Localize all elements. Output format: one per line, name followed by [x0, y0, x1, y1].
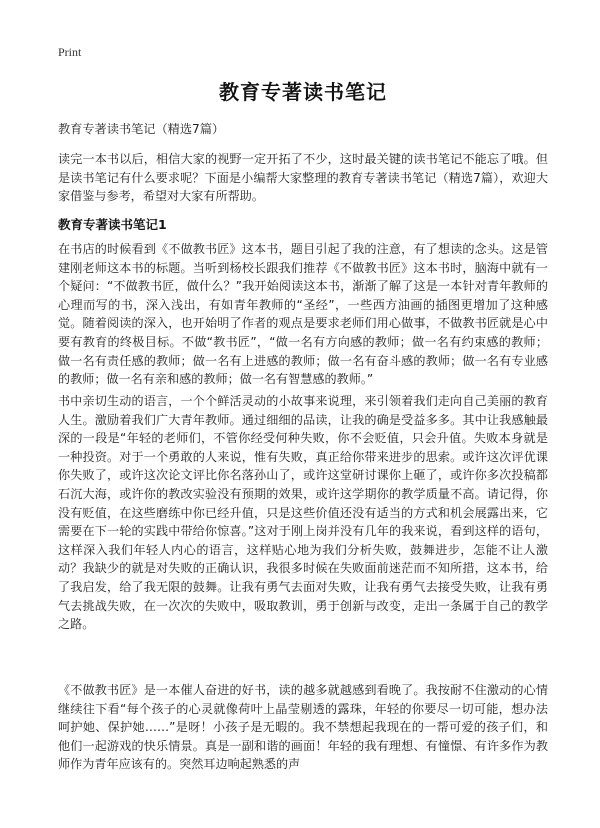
intro-paragraph: 读完一本书以后，相信大家的视野一定开拓了不少，这时最关键的读书笔记不能忘了哦。但是读书笔记有什么要求呢？下面是小编帮大家整理的教育专著读书笔记（精选7篇），欢迎大家借鉴与参考，希望对大家有所帮助。	[58, 152, 548, 204]
print-label: Print	[58, 45, 82, 59]
document-page	[58, 0, 548, 828]
body-paragraph: 《不做教书匠》是一本催人奋进的好书，读的越多就越感到看晚了。我按耐不住激动的心情继续往下看“每个孩子的心灵就像荷叶上晶莹剔透的露珠，年轻的你要尽一切可能，想办法呵护她、保护她……”是呀！小孩子是无暇的。我不禁想起我现在的一帮可爱的孩子们，和他们一起游戏的快乐情景。真是一副和谐的画面！年轻的我有理想、有憧憬、有许多作为教师作为青年应该有的。突然耳边响起熟悉的声	[58, 683, 548, 772]
body-paragraph: 书中亲切生动的语言，一个个鲜活灵动的小故事来说理，来引领着我们走向自己美丽的教育人生。激励着我们广大青年教师。通过细细的品读，让我的确是受益多多。其中让我感触最深的一段是“年轻的老师们，不管你经受何种失败，你不会贬值，只会升值。失败本身就是一种投资。对于一个勇敢的人来说，惟有失败，真正给你带来进步的思索。或许这次评优课你失败了，或许这次论文评比你名落孙山了，或许这堂研讨课你上砸了，或许你多次投稿都石沉大海，或许你的教改实验没有预期的效果，或许这学期你的教学质量不高。请记得，你没有贬值，在这些磨练中你已经升值，只是这些价值还没有适当的方式和机会展露出来，它需要在下一轮的实践中带给你惊喜。”这对于刚上岗并没有几年的我来说，看到这样的语句，这样深入我们年轻人内心的语言，这样贴心地为我们分析失败，鼓舞进步，怎能不让人激动？我缺少的就是对失败的正确认识，我很多时候在失败面前迷茫而不知所措，这本书，给了我启发，给了我无限的鼓舞。让我有勇气去面对失败，让我有勇气去接受失败，让我有勇气去挑战失败，在一次次的失败中，吸取教训，勇于创新与改变，走出一条属于自己的教学之路。	[58, 394, 548, 632]
document-subtitle: 教育专著读书笔记（精选7篇）	[58, 122, 225, 136]
section-heading: 教育专著读书笔记1	[58, 217, 167, 232]
body-paragraph: 在书店的时候看到《不做教书匠》这本书，题目引起了我的注意，有了想读的念头。这是管建刚老师这本书的标题。当听到杨校长跟我们推荐《不做教书匠》这本书时，脑海中就有一个疑问：“不做教书匠，做什么？”我开始阅读这本书，渐渐了解了这是一本针对青年教师的心理而写的书，深入浅出，有如青年教师的“圣经”，一些西方油画的插图更增加了这种感觉。随着阅读的深入，也开始明了作者的观点是要求老师们用心做事，不做教书匠就是心中要有教育的终极目标。不做“教书匠”，“做一名有方向感的教师；做一名有约束感的教师；做一名有责任感的教师；做一名有上进感的教师；做一名有奋斗感的教师；做一名有专业感的教师；做一名有亲和感的教师；做一名有智慧感的教师。”	[58, 242, 548, 387]
page-title: 教育专著读书笔记	[219, 80, 387, 104]
